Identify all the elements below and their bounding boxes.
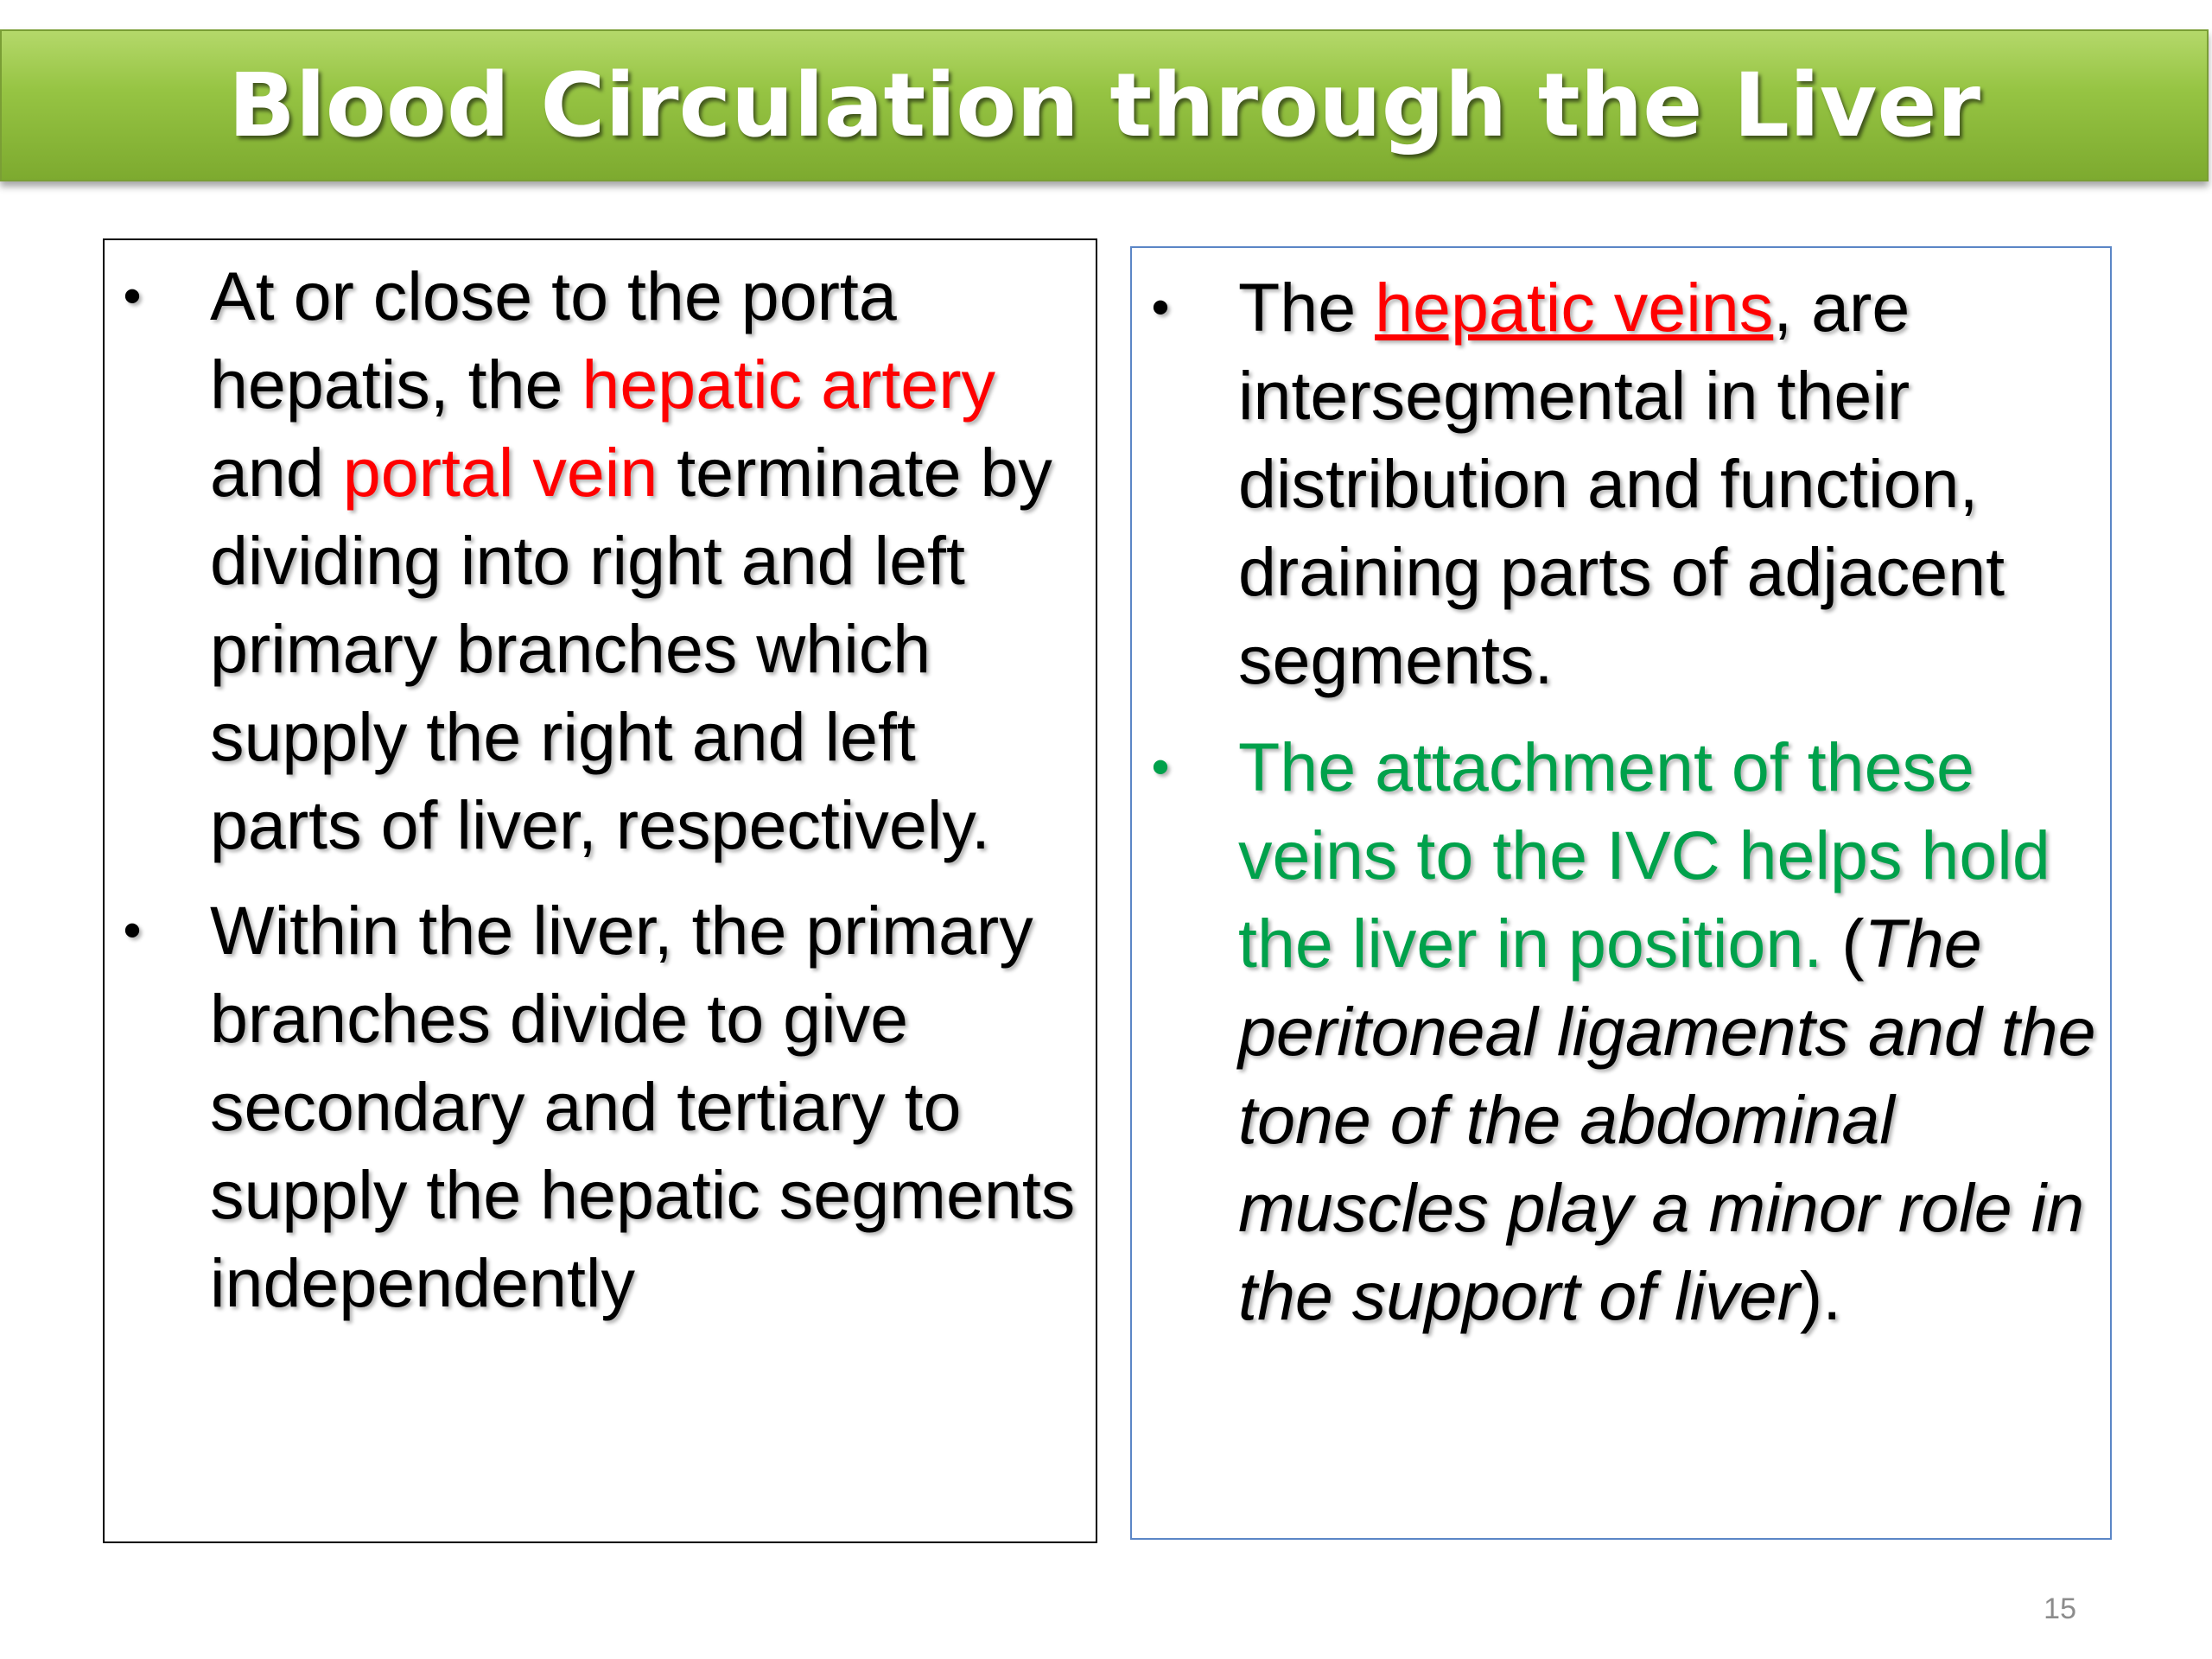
right-bullet-item-2 [1151, 723, 2102, 1340]
right-bullet-1-text-b: , are intersegmental in their distribution and function, draining parts of adjacent segments. [1238, 269, 2005, 698]
hepatic-veins-term: hepatic veins [1375, 269, 1774, 346]
portal-vein-term: portal vein [342, 434, 658, 511]
left-bullet-item-1 [123, 252, 1083, 869]
open-paren: ( [1822, 905, 1865, 982]
left-bullet-1-text-a: At or close to the porta hepatis, the [210, 257, 897, 423]
hepatic-artery-term: hepatic artery [582, 346, 996, 423]
peritoneal-note-text: The peritoneal ligaments and the tone of the abdominal muscles play a minor role in the support of liver [1238, 905, 2096, 1334]
left-bullet-item-2 [123, 887, 1083, 1327]
bullet-icon: • [123, 267, 142, 325]
ivc-attachment-text: The attachment of these veins to the IVC helps hold the liver in position. [1238, 728, 2050, 982]
title-bar [0, 29, 2209, 181]
right-bullet-1-text-a: The [1238, 269, 1376, 346]
bullet-icon: • [1151, 278, 1170, 336]
bullet-icon: • [123, 901, 142, 959]
right-bullet-item-1 [1151, 264, 2102, 704]
page-number: 15 [2044, 1592, 2076, 1625]
bullet-icon: • [1151, 738, 1170, 796]
slide-title: Blood Circulation through the Liver [228, 54, 1980, 157]
left-bullet-1-text-c: terminate by dividing into right and left primary branches which supply the right and left parts of liver, respectively. [210, 434, 1052, 863]
left-bullet-list [123, 252, 1083, 1327]
left-bullet-2-text: Within the liver, the primary branches divide to give secondary and tertiary to supply the hepatic segments independently [210, 892, 1076, 1321]
right-bullet-list [1151, 264, 2102, 1340]
close-paren: ). [1799, 1257, 1842, 1334]
left-bullet-1-text-b: and [210, 434, 343, 511]
